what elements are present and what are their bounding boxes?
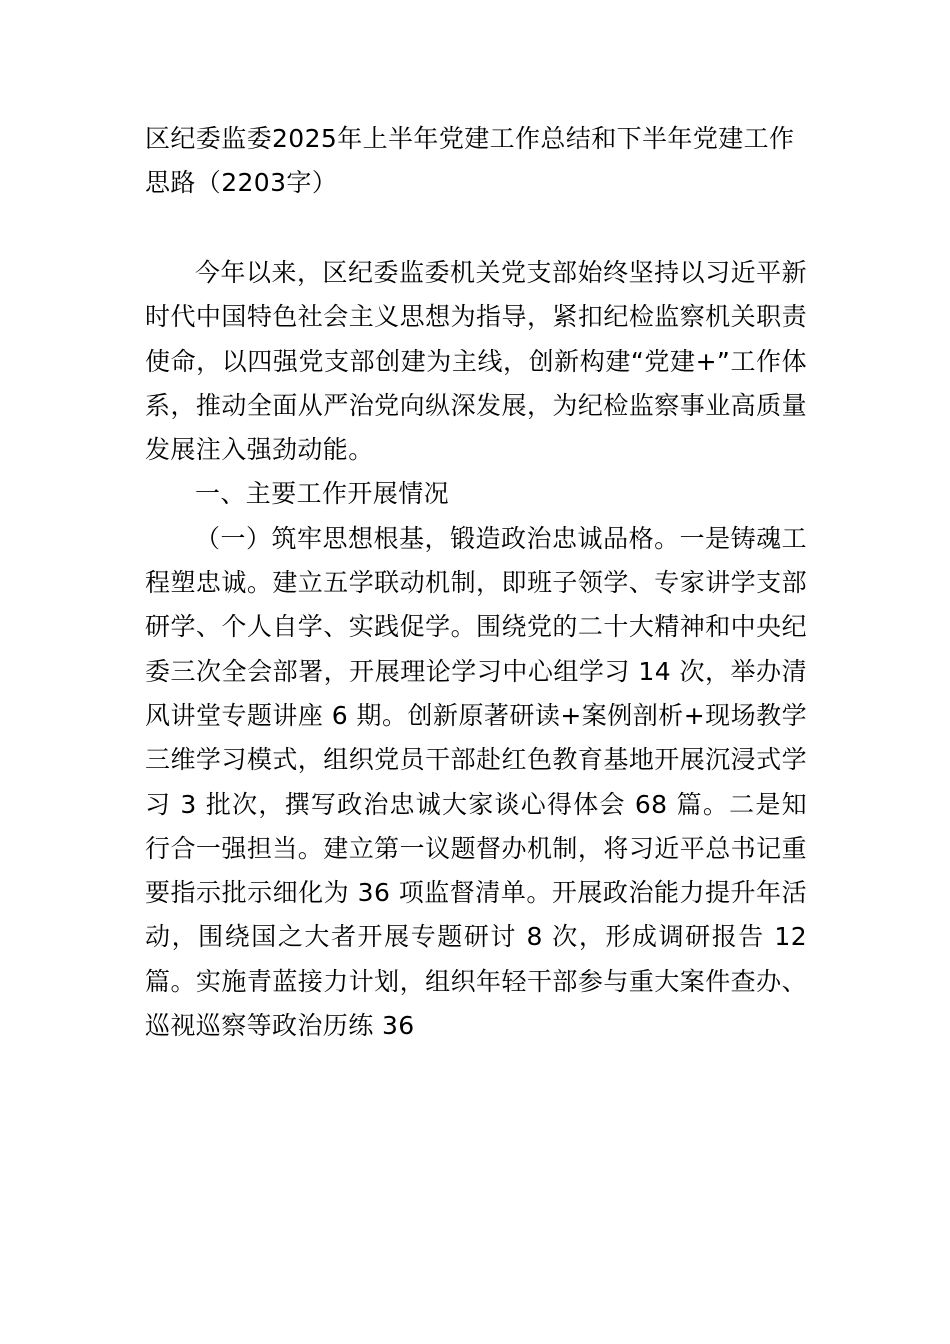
document-body	[145, 251, 807, 1048]
intro-paragraph: 今年以来，区纪委监委机关党支部始终坚持以习近平新时代中国特色社会主义思想为指导，紧扣纪检监察机关职责使命，以四强党支部创建为主线，创新构建“党建+”工作体系，推动全面从严治党向纵深发展，为纪检监察事业高质量发展注入强劲动能。	[145, 258, 807, 465]
document-title-block	[145, 117, 807, 205]
section-heading: 一、主要工作开展情况	[195, 479, 450, 509]
document-title: 区纪委监委2025年上半年党建工作总结和下半年党建工作思路（2203字）	[145, 124, 795, 197]
subsection-paragraph: （一）筑牢思想根基，锻造政治忠诚品格。一是铸魂工程塑忠诚。建立五学联动机制，即班子领学、专家讲学支部研学、个人自学、实践促学。围绕党的二十大精神和中央纪委三次全会部署，开展理论学习中心组学习 14 次，举办清风讲堂专题讲座 6 期。创新原著研读+案例剖析+现场教学三维学习模式，组织党员干部赴红色教育基地开展沉浸式学习 3 批次，撰写政治忠诚大家谈心得体会 68 篇。二是知行合一强担当。建立第一议题督办机制，将习近平总书记重要指示批示细化为 36 项监督清单。开展政治能力提升年活动，围绕国之大者开展专题研讨 8 次，形成调研报告 12 篇。实施青蓝接力计划，组织年轻干部参与重大案件查办、巡视巡察等政治历练 36	[145, 523, 807, 1041]
